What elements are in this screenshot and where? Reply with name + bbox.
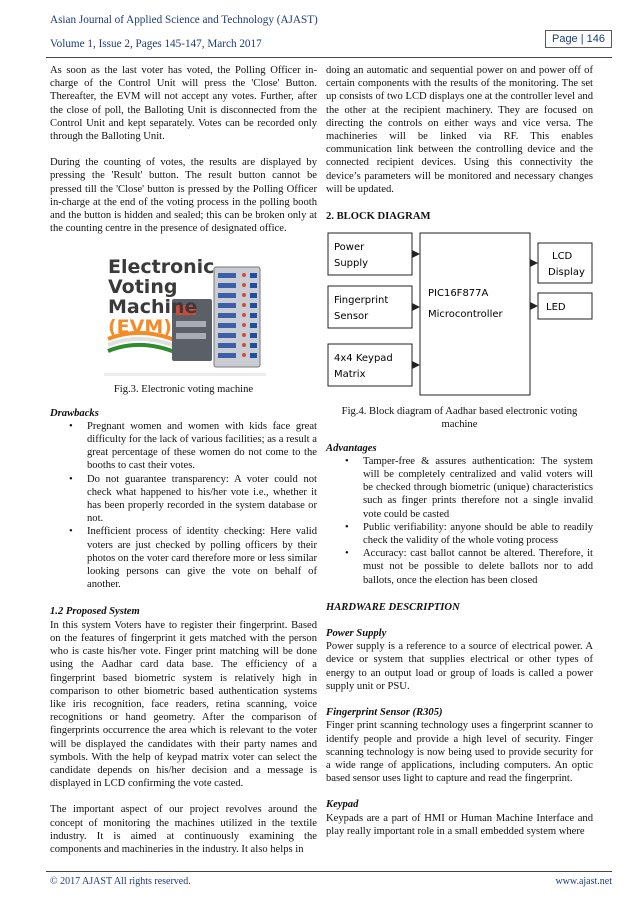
evm-image-word: Electronic (108, 256, 215, 279)
fig3-caption: Fig.3. Electronic voting machine (113, 384, 254, 396)
drawbacks-heading: Drawbacks (50, 407, 99, 419)
power-supply-label: Power (334, 242, 365, 254)
advantages-list (326, 455, 593, 587)
evm-figure-image (102, 253, 268, 383)
list-item: • Tamper-free & assures authentication: The system will be completely centralized and valid voters will be checked through biometric (unique) characteristics such as finger prints therefore not a single invalid vote could be casted (326, 455, 593, 521)
list-item: • Public verifiability: anyone should be able to readily check the validity of the whole voting process (326, 521, 593, 547)
paragraph: The important aspect of our project revolves around the concept of monitoring the machines utilized in the textile industry. It is aimed at continuously examining the components and machineries in the industry. It also helps in (50, 804, 317, 855)
list-item: • Accuracy: cast ballot cannot be altered. Therefore, it must not be possible to delete ballots nor to add ballots, once the election has been closed (326, 547, 593, 587)
fig4-caption: Fig.4. Block diagram of Aadhar based electronic voting machine (341, 406, 578, 431)
list-item: • Inefficient process of identity checking: Here valid voters are just checked by polling officers by their photos on the voter card therefore more or less similar looking persons can give the vote on behalf of another. (50, 525, 317, 591)
power-supply-label: Supply (334, 258, 369, 270)
list-item: • Pregnant women and women with kids face great difficulty for the lack of various facilities; as a result a great percentage of these women do not come to the booths to cast their votes. (50, 420, 317, 473)
keypad-label: Matrix (334, 369, 366, 381)
led-label: LED (546, 302, 566, 314)
keypad-heading: Keypad (326, 799, 359, 811)
microcontroller-label: PIC16F877A (428, 288, 489, 300)
fingerprint-sensor-label: Sensor (334, 311, 369, 323)
advantages-heading: Advantages (326, 442, 377, 454)
keypad-label: 4x4 Keypad (334, 353, 393, 365)
evm-image-word: Machine (108, 296, 198, 319)
footer-rule (46, 871, 612, 872)
drawbacks-list (50, 420, 317, 592)
paragraph: In this system Voters have to register their fingerprint. Based on the features of fingerprint it gets matched with the person who is caste his/her vote. Finger print matching will be done using the Aadhar card data base. The efficiency of a fingerprint based biometric system is relatively high in comparison to other biometric based authentication systems like iris recognition, face readers, retina scanning, voice recognitions or hand geometry. After the comparison of fingerprints occurrence the area which is relevant to the voter will be displayed the candidates with their party names and symbols. With the help of keypad matrix voter can select the candidate depends on his/her decision and a message is displayed in LCD confirming the vote casted. (50, 619, 317, 790)
paragraph: Keypads are a part of HMI or Human Machine Interface and play really important role in a small embedded system where (326, 812, 593, 837)
evm-image-word: Voting (108, 276, 178, 299)
issue-info: Volume 1, Issue 2, Pages 145-147, March 2017 (50, 38, 262, 50)
lcd-label: LCD (552, 251, 573, 263)
journal-url: www.ajast.net (555, 876, 612, 887)
microcontroller-label: Microcontroller (428, 309, 503, 321)
paragraph: As soon as the last voter has voted, the Polling Officer in-charge of the Control Unit will press the 'Close' Button. Thereafter, the EVM will not accept any votes. Further, after the close of poll, the Balloting Unit is disconnected from the Control Unit and kept separately. Votes can be recorded only through the Balloting Unit. (50, 65, 317, 143)
power-supply-heading: Power Supply (326, 628, 387, 640)
copyright: © 2017 AJAST All rights reserved. (50, 876, 191, 887)
left-column (50, 64, 317, 856)
proposed-system-heading: 1.2 Proposed System (50, 606, 140, 618)
right-column (326, 64, 593, 838)
block-diagram (320, 231, 600, 397)
paragraph: Power supply is a reference to a source of electrical power. A device or system that supplies electrical or other types of energy to an output load or group of loads is called a power supply unit or PSU. (326, 641, 593, 692)
paragraph: Finger print scanning technology uses a fingerprint scanner to identify people and provide a high level of security. Finger scanning technology is now being used to provide security for a wide range of applications, including computers. An optic based sensor uses light to capture and read the fingerprint. (326, 720, 593, 785)
block-diagram-heading: 2. BLOCK DIAGRAM (326, 211, 431, 223)
header-rule (46, 57, 612, 58)
paragraph: During the counting of votes, the results are displayed by pressing the 'Result' button. The result button cannot be pressed till the 'Close' button is pressed by the Polling Officer in-charge at the end of the voting process in the polling booth and the button is hidden and sealed; this can be broken only at the counting centre in the presence of designated office. (50, 157, 317, 235)
block-diagram-svg (320, 231, 600, 397)
evm-image-title (108, 257, 214, 337)
fingerprint-sensor-heading: Fingerprint Sensor (R305) (326, 707, 443, 719)
page-number-box: Page | 146 (545, 30, 612, 48)
list-item: • Do not guarantee transparency: A voter could not check what happened to his/her vote i.e., whether it has been properly recorded in the system database or not. (50, 473, 317, 526)
hardware-description-heading: HARDWARE DESCRIPTION (326, 601, 460, 613)
evm-image-word-evm: (EVM) (108, 316, 172, 339)
paragraph: doing an automatic and sequential power on and power off of certain components with the results of the monitoring. The set up consists of two LCD displays one at the controller level and the other at the recipient machinery. They are focused on directing the controls on either ways and vice versa. The machineries will be linked via RF. This enables communication link between the controlling device and the connected recipient devices. Using this connectivity the device’s parameters will be monitored and necessary changes will be updated. (326, 65, 593, 195)
fingerprint-sensor-label: Fingerprint (334, 295, 389, 307)
journal-title: Asian Journal of Applied Science and Technology (AJAST) (50, 14, 318, 26)
lcd-label: Display (548, 267, 585, 279)
